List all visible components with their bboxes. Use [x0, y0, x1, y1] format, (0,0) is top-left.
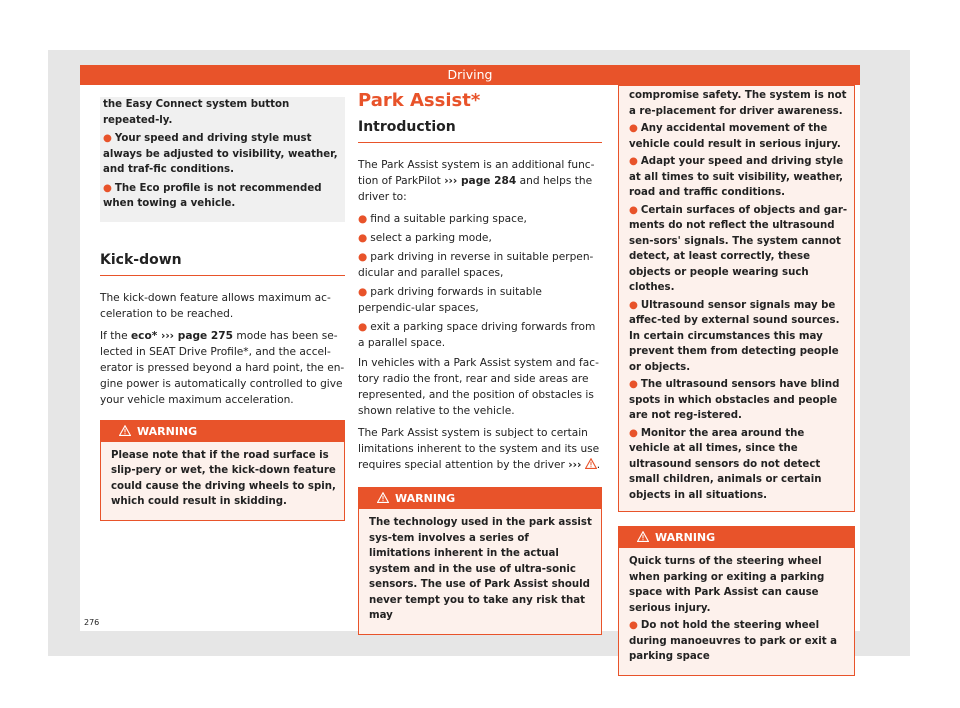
note-box — [100, 97, 345, 222]
manual-page — [80, 65, 860, 662]
introduction-heading: Introduction — [358, 119, 602, 143]
note-line: the Easy Connect system button repeated-ly. — [103, 99, 290, 126]
list-item: ● exit a parking space driving forwards from a parallel space. — [358, 321, 596, 349]
list-item: ● select a parking mode, — [358, 232, 492, 244]
warning-continuation — [618, 85, 855, 512]
intro-paragraph-1: The Park Assist system is an additional func-tion of ParkPilot ››› page 284 and helps the driver to: — [358, 159, 595, 203]
warning-header: WARNING — [619, 527, 854, 548]
warning-box-park-assist — [358, 487, 602, 635]
warning-bullet: ● The ultrasound sensors have blind spots in which obstacles and people are not reg-istered. — [629, 379, 840, 421]
warning-text: Please note that if the road surface is slip-pery or wet, the kick-down feature could cause the driving wheels to spin, which could result in skidding. — [101, 442, 344, 520]
warning-bullet: ● Do not hold the steering wheel during manoeuvres to park or exit a parking space — [629, 620, 838, 662]
warning-header: WARNING — [359, 488, 601, 509]
warning-bullet: ● Adapt your speed and driving style at all times to suit visibility, weather, road and traffic conditions. — [629, 156, 844, 198]
warning-box-kickdown — [100, 420, 345, 521]
continuation-line: compromise safety. The system is not a re-placement for driver awareness. — [629, 90, 847, 117]
list-item: ● park driving forwards in suitable perpendic-ular spaces, — [358, 286, 542, 314]
column-3 — [618, 85, 855, 676]
warning-bullet: ● Certain surfaces of objects and gar-ments do not reflect the ultrasound sen-sors' signals. The system cannot detect, at least correctly, these objects or people wearing such clothes. — [629, 204, 848, 293]
intro-text — [358, 157, 602, 473]
kickdown-paragraph-2: If the eco* ››› page 275 mode has been se-lected in SEAT Drive Profile*, and the accel-erator is pressed beyond a hard point, the en-gine power is automatically controlled to give your vehicle maximum acceleration. — [100, 329, 345, 406]
warning-triangle-icon — [377, 492, 389, 503]
bullet-icon: ● — [103, 133, 112, 144]
list-item: ● park driving in reverse in suitable perpen-dicular and parallel spaces, — [358, 251, 594, 279]
warning-bullet: ● Monitor the area around the vehicle at all times, since the ultrasound sensors do not detect small children, animals or certain objects in all situations. — [629, 427, 822, 501]
list-item: ● find a suitable parking space, — [358, 213, 527, 225]
warning-header: WARNING — [101, 421, 344, 442]
warning-bullet: ● Any accidental movement of the vehicle could result in serious injury. — [629, 123, 841, 150]
kickdown-text — [100, 290, 345, 408]
section-header: Driving — [80, 65, 860, 85]
warning-triangle-icon — [119, 425, 131, 436]
park-assist-title: Park Assist* — [358, 90, 481, 111]
page-number: 276 — [84, 618, 100, 627]
kickdown-heading: Kick-down — [100, 252, 345, 276]
warning-text: Quick turns of the steering wheel when parking or exiting a parking space with Park Assist can cause serious injury. ● Do not hold the steering wheel during manoeuvres to park or exit a parking space — [619, 548, 854, 675]
warning-triangle-icon — [585, 458, 597, 469]
column-2 — [358, 90, 602, 635]
warning-box-steering — [618, 526, 855, 676]
page-reference-link[interactable]: ››› page 284 — [444, 175, 517, 187]
warning-reference-link[interactable]: ››› — [568, 459, 582, 471]
warning-bullet: ● Ultrasound sensor signals may be affec-ted by external sound sources. In certain circumstances this may prevent them from detecting people or objects. — [629, 299, 840, 373]
feature-list — [358, 211, 602, 351]
note-bullet-1: ● Your speed and driving style must always be adjusted to visibility, weather, and traf-fic conditions. — [103, 133, 338, 175]
intro-paragraph-2: In vehicles with a Park Assist system and fac-tory radio the front, rear and side areas are represented, and the position of obstacles is shown relative to the vehicle. — [358, 357, 599, 417]
warning-triangle-icon — [637, 531, 649, 542]
warning-text: The technology used in the park assist sys-tem involves a series of limitations inherent in the actual system and in the use of ultra-sonic sensors. The use of Park Assist should never tempt you to take any risk that may — [359, 509, 601, 634]
page-reference-link[interactable]: eco* ››› page 275 — [130, 329, 234, 342]
bullet-icon: ● — [103, 182, 112, 194]
note-bullet-2: ● The Eco profile is not recommended when towing a vehicle. — [103, 182, 322, 209]
intro-paragraph-3: The Park Assist system is subject to certain limitations inherent to the system and its use requires special attention by the driver ››› . — [358, 427, 601, 471]
kickdown-paragraph-1: The kick-down feature allows maximum ac-celeration to be reached. — [100, 291, 331, 320]
column-1 — [100, 97, 345, 521]
